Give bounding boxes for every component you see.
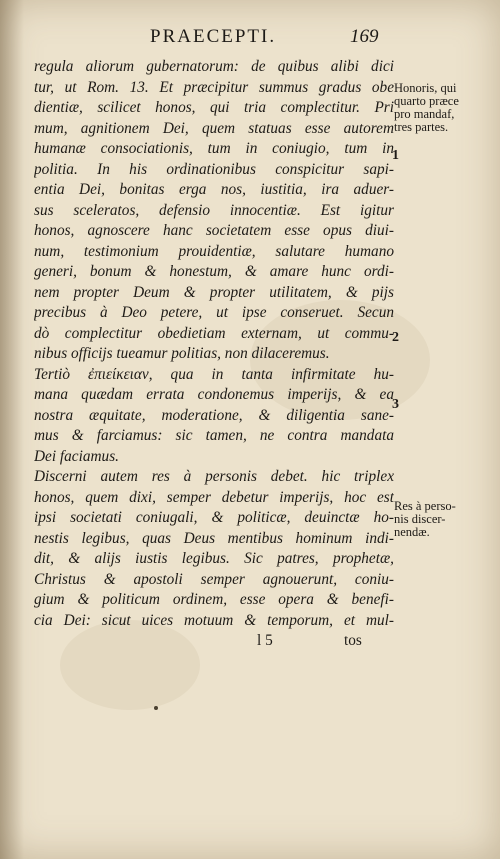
text-line: generi, bonum & honestum, & amare hunc ordi- (34, 263, 394, 280)
text-line: Dei faciamus. (34, 447, 119, 465)
text-line: nem propter Deum & propter utilitatem, & pijs (34, 283, 394, 301)
margin-note-res (394, 500, 494, 539)
text-line: gium & politicum ordinem, esse opera & benefi- (34, 591, 394, 608)
margin-note-line: nendæ. (394, 525, 430, 539)
text-line: dò complectitur obedietiam externam, ut commu- (34, 324, 394, 342)
text-line: entia Dei, bonitas erga nos, iustitia, ira aduer- (34, 181, 394, 198)
margin-note-line: pro mandaf, (394, 107, 455, 121)
text-line: mana quædam errata condonemus imperijs, & ea (34, 386, 394, 403)
margin-note-honoris (394, 82, 494, 134)
main-text-block (34, 57, 394, 652)
signature-mark: l 5 (257, 632, 273, 649)
text-line: regula aliorum gubernatorum: de quibus alibi dici (34, 58, 394, 75)
text-line: sus sceleratos, defensio innocentiæ. Est igitur (34, 201, 394, 219)
text-line: nibus officijs tueamur politias, non dilaceremus. (34, 345, 330, 362)
text-line: tur, ut Rom. 13. Et præcipitur summus gradus obe (34, 78, 394, 96)
margin-number: 2 (392, 330, 399, 345)
ink-spot (154, 706, 158, 710)
text-line: ipsi societati coniugali, & politicæ, deuinctæ ho- (34, 509, 394, 526)
text-line: dientiæ, scilicet honos, qui tria complectitur. Pri (34, 99, 394, 116)
text-line: humanæ consociationis, tum in coniugio, tum in (34, 140, 394, 157)
text-line: Christus & apostoli semper agnouerunt, coniu- (34, 570, 394, 588)
text-line: mus & farciamus: sic tamen, ne contra mandata (34, 427, 394, 444)
page-header (0, 26, 500, 52)
text-line: Tertiò ἐπιείκειαν, qua in tanta infirmitate hu- (34, 365, 394, 383)
margin-number: 1 (392, 148, 399, 163)
margin-note-line: Honoris, qui (394, 81, 457, 95)
text-line: nestis legibus, quas Deus mentibus hominum indi- (34, 529, 394, 547)
text-line: Discerni autem res à personis debet. hic triplex (34, 468, 394, 485)
running-head: PRAECEPTI. (150, 26, 277, 47)
margin-note-line: Res à perso- (394, 499, 456, 513)
text-line: honos, quem dixi, semper debetur imperijs, hoc est (34, 488, 394, 506)
text-line: nostra æquitate, moderatione, & diligentia sane- (34, 406, 394, 424)
margin-number: 3 (392, 397, 399, 412)
text-line: cia Dei: sicut uices motuum & temporum, et mul- (34, 611, 394, 629)
text-line: precibus à Deo petere, ut ipse conseruet. Secun (34, 304, 394, 321)
page-number: 169 (350, 26, 379, 47)
text-line: mum, agnitionem Dei, quem statuas esse autorem (34, 119, 394, 137)
text-line: dit, & alijs iustis legibus. Sic patres, prophetæ, (34, 550, 394, 567)
margin-note-line: quarto præce (394, 94, 459, 108)
signature-line (34, 631, 394, 652)
margin-note-line: tres partes. (394, 120, 449, 134)
margin-note-line: nis discer- (394, 512, 446, 526)
text-line: num, testimonium prouidentiæ, salutare humano (34, 242, 394, 260)
catchword: tos (344, 632, 362, 649)
text-line: honos, agnoscere hanc societatem esse opus diui- (34, 222, 394, 239)
text-line: politia. In his ordinationibus conspicitur sapi- (34, 160, 394, 178)
